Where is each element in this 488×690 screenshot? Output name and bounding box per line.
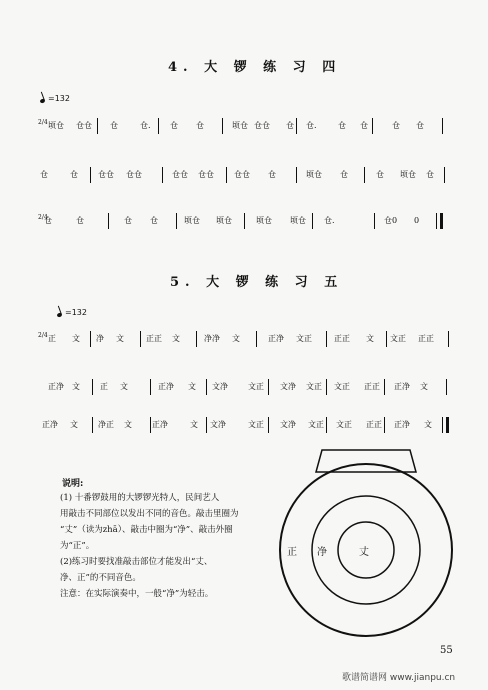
final-bar-line bbox=[440, 213, 443, 229]
middle-ring-label: 净 bbox=[317, 547, 327, 558]
score-cell: 文 bbox=[232, 334, 240, 343]
outer-ring-label: 正 bbox=[287, 547, 297, 558]
score-cell: 文正 bbox=[390, 334, 406, 343]
score-cell: 顷仓 bbox=[216, 216, 232, 225]
score-cell: 仓 bbox=[196, 121, 204, 130]
note-line: “丈”（读为zhā）、敲击中圈为“净”、敲击外圈 bbox=[60, 525, 233, 535]
score-cell: 仓仓 bbox=[254, 121, 270, 130]
score-cell: 文 bbox=[72, 382, 80, 391]
bar-line bbox=[206, 417, 207, 433]
score-cell: 文 bbox=[72, 334, 80, 343]
score-cell: 顷仓 bbox=[256, 216, 272, 225]
score-cell: 仓 bbox=[268, 170, 276, 179]
page-number: 55 bbox=[440, 645, 453, 656]
bar-line bbox=[92, 379, 93, 395]
bar-line bbox=[268, 417, 269, 433]
bar-line bbox=[312, 213, 313, 229]
score-cell: 仓. bbox=[306, 121, 317, 130]
final-bar-line bbox=[446, 417, 449, 433]
section4-title: 4. 大 锣 练 习 四 bbox=[168, 60, 342, 75]
score-cell: 仓仓 bbox=[172, 170, 188, 179]
score-cell: 文正 bbox=[248, 382, 264, 391]
bar-line bbox=[140, 331, 141, 347]
score-cell: 顷仓 bbox=[306, 170, 322, 179]
score-cell: 正净 bbox=[394, 382, 410, 391]
score-cell: 仓 bbox=[76, 216, 84, 225]
bar-line bbox=[226, 167, 227, 183]
score-row bbox=[0, 166, 488, 184]
bar-line bbox=[326, 331, 327, 347]
score-cell: 仓 bbox=[124, 216, 132, 225]
notes-heading: 说明: bbox=[62, 479, 84, 489]
score-cell: 仓 bbox=[286, 121, 294, 130]
score-cell: 正 bbox=[100, 382, 108, 391]
bar-line bbox=[92, 417, 93, 433]
score-cell: 仓 bbox=[376, 170, 384, 179]
score-cell: 顷仓 bbox=[232, 121, 248, 130]
bar-line bbox=[158, 118, 159, 134]
score-cell: 正净 bbox=[152, 420, 168, 429]
bar-line bbox=[256, 331, 257, 347]
note-line: (2)练习时要找准敲击部位才能发出“丈、 bbox=[60, 557, 213, 567]
bar-line bbox=[108, 213, 109, 229]
bar-line bbox=[176, 213, 177, 229]
notes-body bbox=[60, 490, 239, 602]
note-line: (1) 十番锣鼓用的大锣锣光特人，民间艺人 bbox=[60, 493, 220, 503]
score-cell: 仓 bbox=[340, 170, 348, 179]
score-cell: 正正 bbox=[418, 334, 434, 343]
quarter-note-icon bbox=[39, 98, 45, 103]
score-cell: 0 bbox=[414, 216, 420, 225]
bar-line bbox=[90, 331, 91, 347]
bar-line bbox=[162, 167, 163, 183]
score-cell: 正净 bbox=[394, 420, 410, 429]
score-cell: 顷仓 bbox=[48, 121, 64, 130]
gong-diagram bbox=[276, 442, 456, 642]
time-signature: 2/4 bbox=[38, 332, 48, 339]
score-cell: 文 bbox=[116, 334, 124, 343]
score-cell: 净正 bbox=[98, 420, 114, 429]
score-cell: 文 bbox=[172, 334, 180, 343]
score-cell: 仓仓 bbox=[98, 170, 114, 179]
score-cell: 仓 bbox=[416, 121, 424, 130]
score-cell: 仓 bbox=[170, 121, 178, 130]
score-cell: 正正 bbox=[334, 334, 350, 343]
time-signature: 2/4 bbox=[38, 119, 48, 126]
score-cell: 正正 bbox=[364, 382, 380, 391]
score-cell: 仓0 bbox=[384, 216, 398, 225]
score-cell: 正净 bbox=[42, 420, 58, 429]
score-row bbox=[0, 416, 488, 434]
tempo-value: =132 bbox=[48, 94, 70, 103]
inner-ring-label: 丈 bbox=[359, 547, 369, 558]
score-cell: 文净 bbox=[280, 420, 296, 429]
watermark: 歌谱简谱网 www.jianpu.cn bbox=[342, 673, 456, 683]
bar-line bbox=[384, 379, 385, 395]
score-row bbox=[0, 378, 488, 396]
score-cell: 顷仓 bbox=[184, 216, 200, 225]
bar-line bbox=[206, 379, 207, 395]
score-cell: 文正 bbox=[296, 334, 312, 343]
score-cell: 顷仓 bbox=[290, 216, 306, 225]
time-signature: 2/4 bbox=[38, 214, 48, 221]
note-line: 净、正”的不同音色。 bbox=[60, 573, 141, 583]
score-cell: 文 bbox=[366, 334, 374, 343]
score-cell: 顷仓 bbox=[400, 170, 416, 179]
score-row bbox=[0, 330, 488, 348]
score-cell: 正正 bbox=[366, 420, 382, 429]
bar-line bbox=[196, 331, 197, 347]
bar-line bbox=[364, 167, 365, 183]
score-cell: 净净 bbox=[204, 334, 220, 343]
note-line: 用敲击不同部位以发出不同的音色。敲击里圈为 bbox=[60, 509, 239, 519]
bar-line bbox=[384, 417, 385, 433]
bar-line bbox=[296, 167, 297, 183]
gong-rim bbox=[316, 450, 416, 472]
score-cell: 文 bbox=[190, 420, 198, 429]
score-cell: 文净 bbox=[280, 382, 296, 391]
bar-line bbox=[150, 379, 151, 395]
tempo-value: =132 bbox=[65, 308, 87, 317]
quarter-note-icon bbox=[56, 312, 62, 317]
score-cell: 文正 bbox=[248, 420, 264, 429]
score-cell: 仓. bbox=[140, 121, 151, 130]
score-cell: 仓 bbox=[360, 121, 368, 130]
score-cell: 净 bbox=[96, 334, 104, 343]
score-cell: 文正 bbox=[336, 420, 352, 429]
bar-line bbox=[446, 379, 447, 395]
score-cell: 文 bbox=[124, 420, 132, 429]
bar-line bbox=[90, 167, 91, 183]
bar-line bbox=[222, 118, 223, 134]
bar-line bbox=[244, 213, 245, 229]
score-cell: 仓 bbox=[44, 216, 52, 225]
score-cell: 文 bbox=[70, 420, 78, 429]
score-cell: 文净 bbox=[212, 382, 228, 391]
score-cell: 仓仓 bbox=[76, 121, 92, 130]
bar-line bbox=[442, 118, 443, 134]
score-cell: 正净 bbox=[48, 382, 64, 391]
score-cell: 文 bbox=[188, 382, 196, 391]
score-cell: 正 bbox=[48, 334, 56, 343]
score-cell: 仓 bbox=[70, 170, 78, 179]
section5-title: 5. 大 锣 练 习 五 bbox=[170, 275, 344, 290]
score-cell: 仓 bbox=[110, 121, 118, 130]
bar-line bbox=[268, 379, 269, 395]
section4-tempo bbox=[40, 94, 70, 103]
bar-line bbox=[326, 379, 327, 395]
score-cell: 文正 bbox=[306, 382, 322, 391]
score-row bbox=[0, 117, 488, 135]
bar-line bbox=[150, 417, 151, 433]
score-cell: 文 bbox=[424, 420, 432, 429]
score-cell: 仓 bbox=[338, 121, 346, 130]
score-cell: 仓仓 bbox=[126, 170, 142, 179]
score-cell: 文 bbox=[420, 382, 428, 391]
score-cell: 正净 bbox=[268, 334, 284, 343]
bar-line bbox=[372, 118, 373, 134]
bar-line bbox=[97, 118, 98, 134]
score-cell: 正正 bbox=[146, 334, 162, 343]
bar-line bbox=[444, 167, 445, 183]
note-line: 注意：在实际演奏中，一般“净”为轻击。 bbox=[60, 589, 214, 599]
bar-line bbox=[448, 331, 449, 347]
score-cell: 仓 bbox=[426, 170, 434, 179]
score-cell: 文正 bbox=[334, 382, 350, 391]
score-cell: 仓 bbox=[150, 216, 158, 225]
score-cell: 文净 bbox=[210, 420, 226, 429]
note-line: 为“正”。 bbox=[60, 541, 95, 551]
bar-line bbox=[374, 213, 375, 229]
score-cell: 仓仓 bbox=[234, 170, 250, 179]
score-cell: 仓 bbox=[392, 121, 400, 130]
score-cell: 正净 bbox=[158, 382, 174, 391]
score-cell: 仓 bbox=[40, 170, 48, 179]
section5-tempo bbox=[57, 308, 87, 317]
bar-line bbox=[296, 118, 297, 134]
score-cell: 文正 bbox=[308, 420, 324, 429]
bar-line bbox=[386, 331, 387, 347]
score-cell: 仓. bbox=[324, 216, 335, 225]
bar-line bbox=[326, 417, 327, 433]
score-cell: 文 bbox=[120, 382, 128, 391]
score-cell: 仓仓 bbox=[198, 170, 214, 179]
